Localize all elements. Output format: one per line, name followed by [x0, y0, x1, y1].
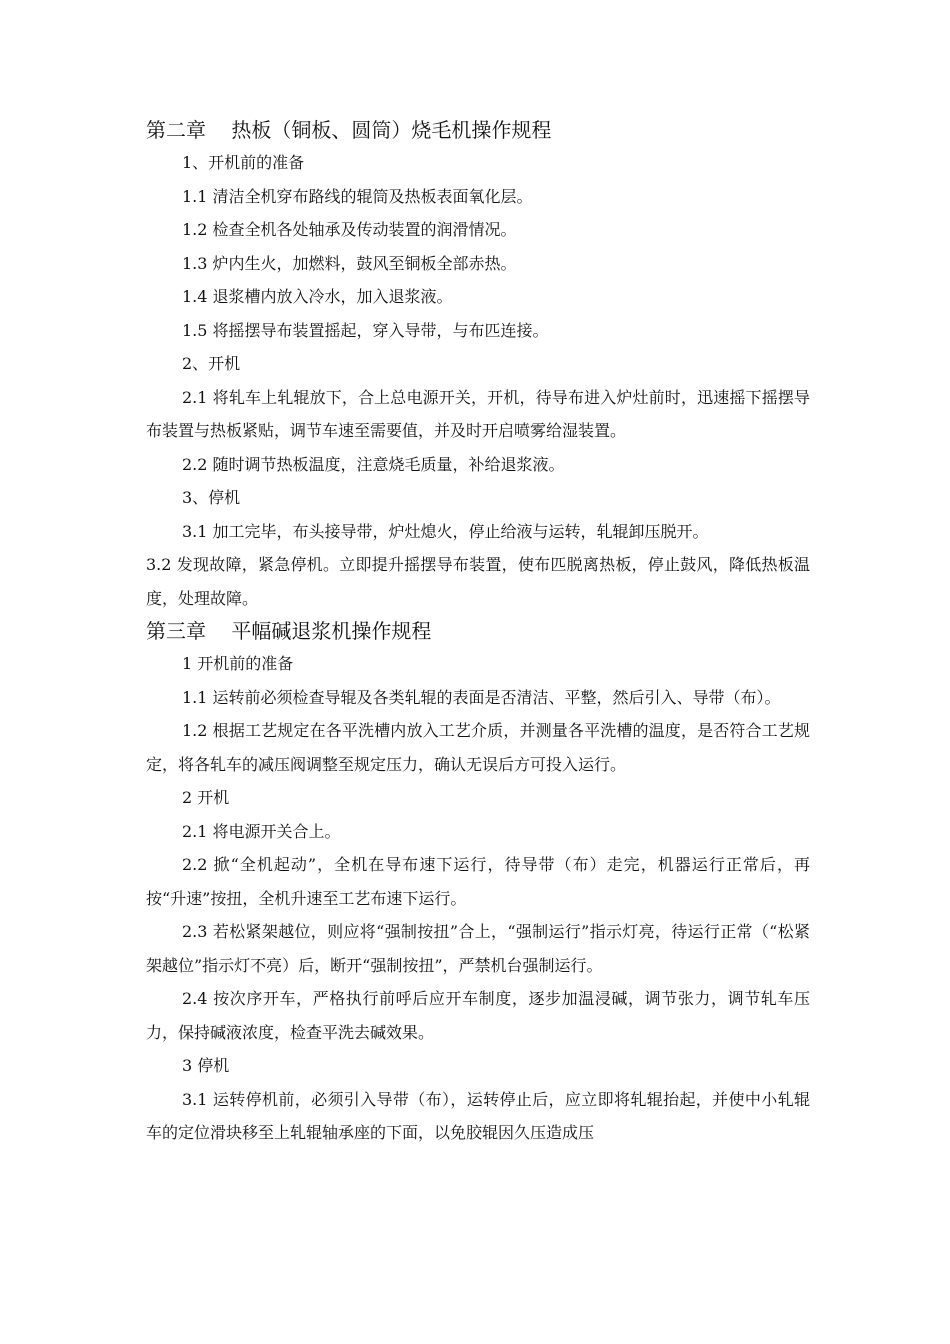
paragraph: 1.2 根据工艺规定在各平洗槽内放入工艺介质，并测量各平洗槽的温度，是否符合工艺规定，将各轧车的减压阀调整至规定压力，确认无误后方可投入运行。	[146, 721, 810, 774]
paragraph: 1.5 将摇摆导布装置摇起，穿入导带，与布匹连接。	[182, 320, 549, 340]
paragraph: 2.4 按次序开车，严格执行前呼后应开车制度，逐步加温浸碱，调节张力，调节轧车压力，保持碱液浓度，检查平洗去碱效果。	[146, 989, 810, 1042]
paragraph: 1、开机前的准备	[182, 153, 305, 172]
paragraph: 2.2 随时调节热板温度，注意烧毛质量，补给退浆液。	[182, 454, 565, 474]
paragraph: 1.1 清洁全机穿布路线的辊筒及热板表面氧化层。	[182, 186, 533, 206]
paragraph: 3 停机	[182, 1056, 230, 1075]
chapter-2-body	[146, 146, 810, 615]
paragraph: 1.3 炉内生火，加燃料，鼓风至铜板全部赤热。	[182, 253, 517, 273]
chapter-3-body	[146, 647, 810, 1150]
paragraph: 1.4 退浆槽内放入冷水，加入退浆液。	[182, 287, 453, 306]
paragraph: 2 开机	[182, 788, 230, 807]
paragraph: 2.1 将电源开关合上。	[182, 821, 341, 841]
document-body	[146, 114, 810, 1150]
paragraph: 2.3 若松紧架越位，则应将“强制按扭”合上，“强制运行”指示灯亮，待运行正常（“松紧架越位”指示灯不亮）后，断开“强制按扭”，严禁机台强制运行。	[146, 922, 810, 975]
paragraph: 3.1 运转停机前，必须引入导带（布），运转停止后，应立即将轧辊抬起，并使中小轧辊车的定位滑块移至上轧辊轴承座的下面，以免胶辊因久压造成压	[146, 1089, 810, 1142]
chapter-2-title: 第二章 热板（铜板、圆筒）烧毛机操作规程	[146, 118, 552, 142]
paragraph: 3.2 发现故障，紧急停机。立即提升摇摆导布装置，使布匹脱离热板，停止鼓风，降低热板温度，处理故障。	[146, 555, 810, 608]
paragraph: 2.1 将轧车上轧辊放下，合上总电源开关，开机，待导布进入炉灶前时，迅速摇下摇摆导布装置与热板紧贴，调节车速至需要值，并及时开启喷雾给湿装置。	[146, 387, 810, 440]
chapter-3-title: 第三章 平幅碱退浆机操作规程	[146, 619, 432, 643]
paragraph: 3、停机	[182, 488, 241, 507]
paragraph: 1 开机前的准备	[182, 654, 294, 673]
paragraph: 3.1 加工完毕，布头接导带，炉灶熄火，停止给液与运转，轧辊卸压脱开。	[182, 521, 709, 541]
paragraph: 2、开机	[182, 354, 241, 373]
paragraph: 2.2 掀“全机起动”，全机在导布速下运行，待导带（布）走完，机器运行正常后，再按“升速”按扭，全机升速至工艺布速下运行。	[146, 855, 810, 908]
paragraph: 1.1 运转前必须检查导辊及各类轧辊的表面是否清洁、平整，然后引入、导带（布）。	[182, 687, 781, 707]
paragraph: 1.2 检查全机各处轴承及传动装置的润滑情况。	[182, 220, 517, 239]
